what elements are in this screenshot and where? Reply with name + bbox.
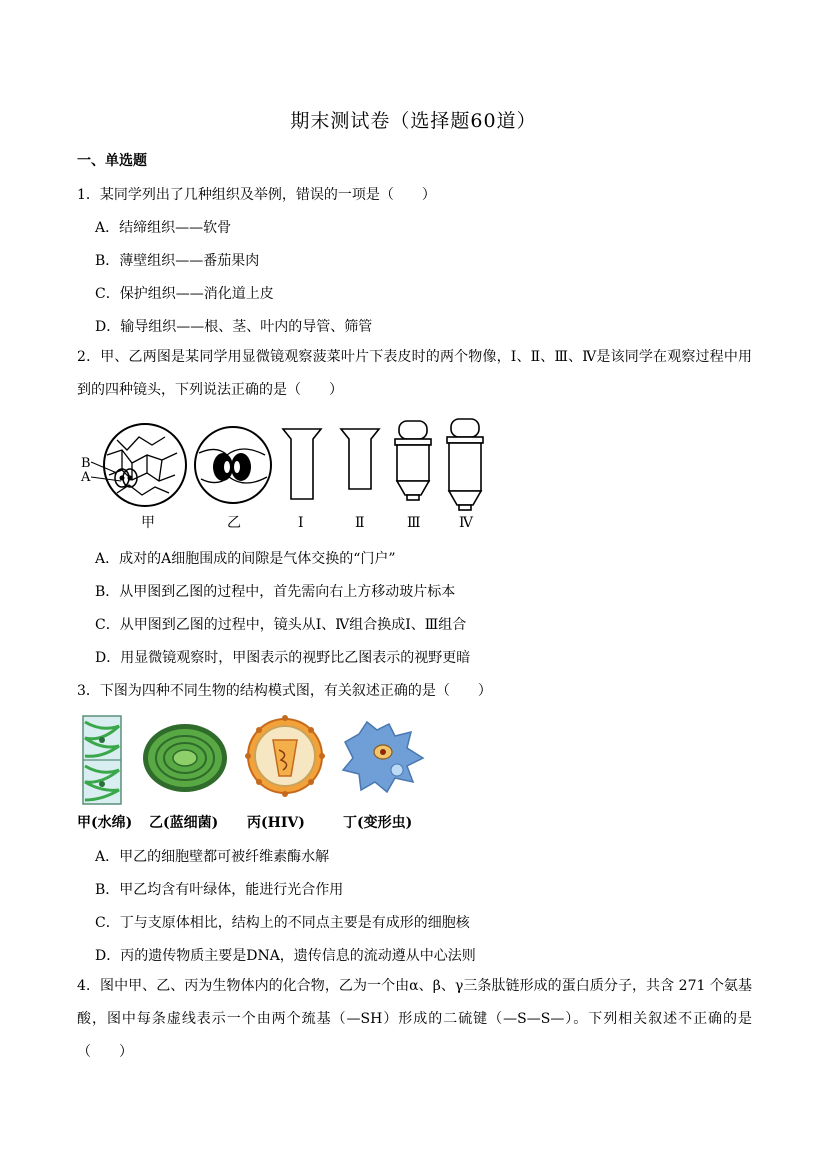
- hiv-illustration: [245, 715, 325, 797]
- q2-option-d[interactable]: D．用显微镜观察时，甲图表示的视野比乙图表示的视野更暗: [95, 650, 471, 666]
- label-b: B: [81, 456, 91, 471]
- field-of-view-yi: [195, 427, 271, 503]
- lens-1: [283, 429, 321, 499]
- q3-option-b[interactable]: B．甲乙均含有叶绿体，能进行光合作用: [95, 882, 344, 898]
- lens-2: [341, 429, 379, 489]
- label-amoeba: 丁(变形虫): [343, 815, 413, 831]
- spirogyra-illustration: [83, 716, 121, 804]
- amoeba-illustration: [343, 722, 423, 792]
- lens-3: [395, 421, 431, 500]
- q2-option-a[interactable]: A．成对的A细胞围成的间隙是气体交换的“门户”: [95, 551, 396, 567]
- question-3-stem: 3．下图为四种不同生物的结构模式图，有关叙述正确的是（ ）: [77, 683, 492, 699]
- question-4-stem: 4．图中甲、乙、丙为生物体内的化合物，乙为一个由α、β、γ三条肽链形成的蛋白质分子，共含 271 个氨基酸，图中每条虚线表示一个由两个巯基（—SH）形成的二硫键（—S—S—）。下列相关叙述不正确的是（ ）: [77, 978, 752, 1060]
- section-heading: 一、单选题: [77, 153, 147, 169]
- q1-option-b[interactable]: B．薄壁组织——番茄果肉: [95, 253, 260, 269]
- page-title: 期末测试卷（选择题60道）: [290, 110, 537, 132]
- label-a: A: [81, 470, 91, 485]
- q1-option-a[interactable]: A．结缔组织——软骨: [95, 220, 232, 236]
- label-lens-1: Ⅰ: [298, 515, 304, 531]
- q2-option-b[interactable]: B．从甲图到乙图的过程中，首先需向右上方移动玻片标本: [95, 584, 456, 600]
- field-of-view-jia: [91, 424, 186, 506]
- q3-option-d[interactable]: D．丙的遗传物质主要是DNA，遗传信息的流动遵从中心法则: [95, 948, 476, 964]
- q2-option-c[interactable]: C．从甲图到乙图的过程中，镜头从Ⅰ、Ⅳ组合换成Ⅰ、Ⅲ组合: [95, 617, 467, 633]
- label-lens-4: Ⅳ: [459, 515, 473, 531]
- q1-option-d[interactable]: D．输导组织——根、茎、叶内的导管、筛管: [95, 319, 373, 335]
- label-lens-3: Ⅲ: [407, 515, 421, 531]
- q1-option-c[interactable]: C．保护组织——消化道上皮: [95, 286, 274, 302]
- label-yi: 乙: [227, 515, 241, 531]
- label-jia: 甲: [141, 515, 155, 531]
- lens-4: [447, 419, 483, 510]
- label-cyanobacteria: 乙(蓝细菌): [149, 815, 219, 831]
- label-hiv: 丙(HIV): [247, 815, 305, 831]
- q3-option-c[interactable]: C．丁与支原体相比，结构上的不同点主要是有成形的细胞核: [95, 915, 470, 931]
- question-1-stem: 1．某同学列出了几种组织及举例，错误的一项是（ ）: [77, 187, 436, 203]
- q2-microscope-figure: [77, 415, 497, 535]
- label-lens-2: Ⅱ: [355, 515, 365, 531]
- q3-option-a[interactable]: A．甲乙的细胞壁都可被纤维素酶水解: [95, 849, 330, 865]
- question-2-stem: 2．甲、乙两图是某同学用显微镜观察菠菜叶片下表皮时的两个物像，Ⅰ、Ⅱ、Ⅲ、Ⅳ是该同学在观察过程中用到的四种镜头，下列说法正确的是（ ）: [77, 349, 752, 398]
- cyanobacteria-illustration: [143, 724, 227, 792]
- q3-organisms-figure: [77, 712, 427, 834]
- label-spirogyra: 甲(水绵): [77, 815, 133, 831]
